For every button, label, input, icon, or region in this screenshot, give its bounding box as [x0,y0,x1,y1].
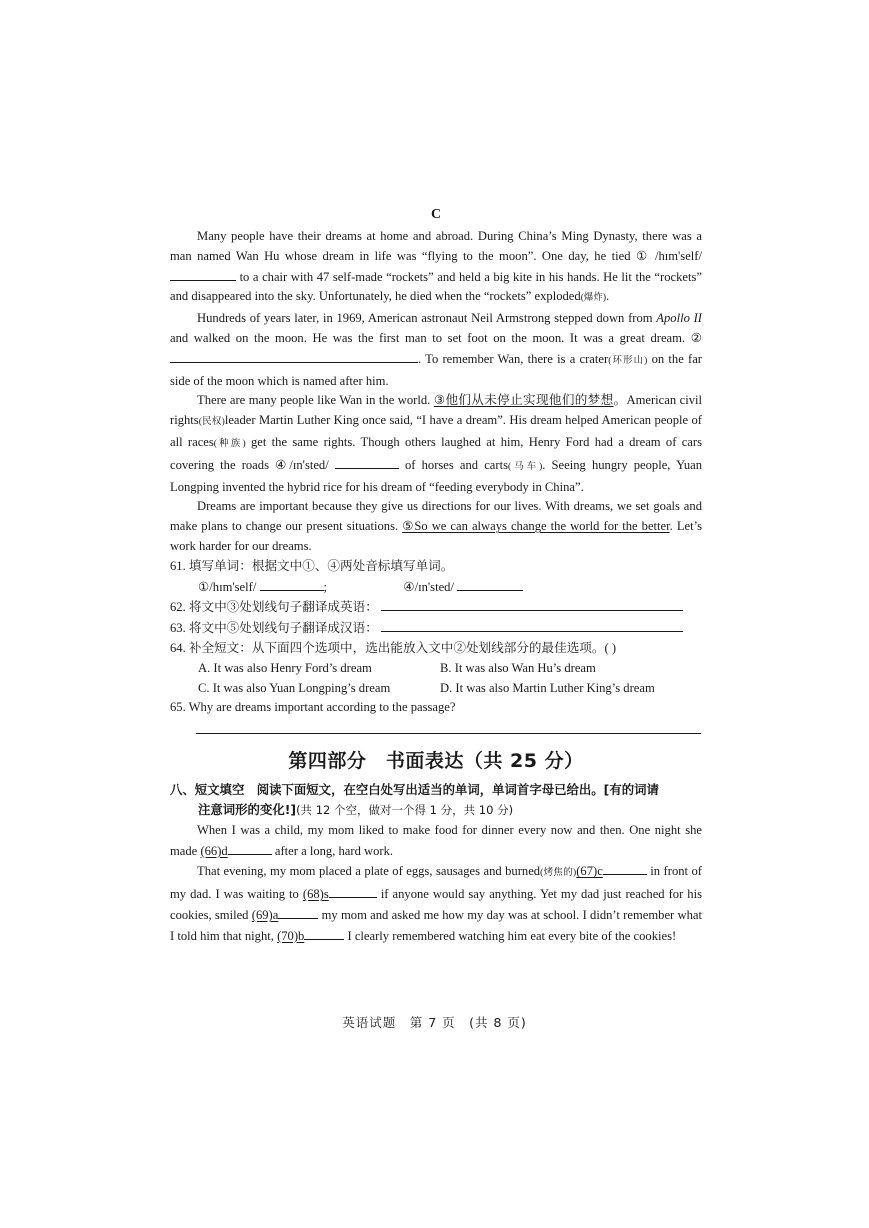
exam-content [170,205,702,947]
text: Hundreds of years later, in 1969, American astronaut Neil Armstrong stepped down from [197,311,653,326]
underlined-sentence-5: ⑤So we can always change the world for the better [402,519,670,534]
section8-heading-cont [170,800,702,821]
question-text: 63. 将文中⑤处划线句子翻译成汉语： [170,621,378,636]
question-62 [170,597,702,618]
blank-marker-2: ② [690,330,703,345]
text: in front of my dad. I was waiting to [170,864,703,902]
blank-2[interactable] [170,349,418,363]
cloze-blank-66[interactable] [228,841,272,855]
question-text: 62. 将文中③处划线句子翻译成英语： [170,600,378,615]
question-64 [170,639,702,659]
cloze-paragraph-2 [170,861,702,946]
phonetic-1: ①/hɪm'self/ [198,579,257,594]
passage-paragraph-1 [170,227,702,309]
gloss-note: (环形山) [608,355,648,366]
question-63 [170,618,702,639]
option-a[interactable]: A. It was also Henry Ford’s dream [198,660,372,675]
cloze-blank-67-label: (67)c [576,864,603,879]
italic-title: Apollo II [656,311,702,326]
text: . Seeing hungry people, Yuan Longping invented the hybrid rice for his dream of “feeding everybody in China”. [170,457,702,494]
question-text: 64. 补全短文：从下面四个选项中，选出能放入文中②处划线部分的最佳选项。( ) [170,640,617,655]
cloze-blank-68[interactable] [329,884,377,898]
blank-marker-4: ④/ɪn'sted/ [275,457,329,472]
text: . To remember Wan, there is a crater [418,351,609,366]
gloss-note: (种族) [213,438,246,449]
text: after a long, hard work. [274,843,394,858]
passage-paragraph-3 [170,391,702,497]
gloss-note: (民权) [198,417,225,428]
page-footer: 英语试题 第 7 页 (共 8 页) [342,1015,527,1030]
section8-scoring: (共 12 个空，做对一个得 1 分，共 10 分) [296,802,514,817]
section8-heading [170,780,702,800]
phonetic-4: ④/ɪn'sted/ [403,579,454,594]
option-d[interactable]: D. It was also Martin Luther King’s dream [440,680,655,695]
cloze-paragraph-1 [170,821,702,862]
section8-heading-text-2: 注意词形的变化!] [198,801,297,817]
question-65 [170,698,702,718]
answer-line-62[interactable] [381,597,683,611]
option-c[interactable]: C. It was also Yuan Longping’s dream [198,680,391,695]
text: my mom and asked me how my day was at school. I didn’t remember what I told him that night, [170,907,702,943]
answer-line-63[interactable] [381,618,683,632]
text: . Let’s work harder for our dreams. [170,519,702,553]
blank-4[interactable] [335,455,399,469]
options-row-2 [170,679,702,699]
text: Dreams are important because they give us directions for our lives. With dreams, we set goals and make plans to change our present situations. [170,499,702,534]
question-text: 61. 填写单词：根据文中①、④两处音标填写单词。 [170,558,454,573]
text: 。American civil rights [170,393,702,428]
options-row-1 [170,659,702,679]
answer-blank-61b[interactable] [457,577,523,591]
passage-paragraph-2 [170,309,702,391]
text: I clearly remembered watching him eat every bite of the cookies! [347,928,677,943]
section-letter: C [430,207,442,222]
passage-paragraph-4 [170,497,702,556]
section8-heading-text: 八、短文填空 阅读下面短文，在空白处写出适当的单词，单词首字母已给出。[有的词请 [170,782,659,798]
text: of horses and carts [404,457,508,472]
answer-line-65[interactable] [196,733,701,734]
question-61 [170,557,702,577]
text: on the far side of the moon which is named after him. [170,351,702,388]
answer-blank-61a[interactable] [260,577,324,591]
text: Many people have their dreams at home and abroad. During China’s Ming Dynasty, there was a man named Wan Hu whose dream in life was “flying to the moon”. One day, he tied [170,229,702,263]
text: When I was a child, my mom liked to make food for dinner every now and then. One night she made [170,822,702,858]
cloze-blank-70[interactable] [304,926,344,940]
cloze-blank-67[interactable] [603,861,647,875]
cloze-blank-66-label: (66)d [200,843,228,858]
part4-title: 第四部分 书面表达（共 25 分） [288,750,584,773]
underlined-sentence-3: ③他们从未停止实现他们的梦想 [433,393,614,408]
option-b[interactable]: B. It was also Wan Hu’s dream [440,660,596,675]
text: if anyone would say anything. Yet my dad just reached for his cookies, smiled [170,887,703,922]
text: get the same rights. Though others laughed at him, Henry Ford had a dream of cars covering the roads [170,434,702,472]
gloss-note: (爆炸) [580,293,607,304]
text: to a chair with 47 self-made “rockets” and held a big kite in his hands. He lit the “rockets” and disappeared into the sky. Unfortunately, he died when the “rockets” exploded [170,269,702,304]
text: leader Martin Luther King once said, “I have a dream”. His dream helped American people of all races [170,413,702,449]
cloze-blank-68-label: (68)s [302,887,329,902]
question-text: 65. Why are dreams important according to the passage? [170,700,456,715]
gloss-note: (烤焦的) [540,868,577,879]
text: That evening, my mom placed a plate of eggs, sausages and burned [197,864,541,879]
gloss-note: (马车) [508,461,543,472]
separator: ; [323,579,327,594]
question-61-answers [170,577,702,598]
text: . [606,289,610,304]
cloze-blank-69[interactable] [278,905,318,919]
cloze-blank-70-label: (70)b [277,928,305,943]
cloze-blank-69-label: (69)a [251,907,279,922]
blank-1[interactable] [170,267,236,281]
text: There are many people like Wan in the world. [197,393,431,408]
blank-marker-1: ① /hɪm'self/ [635,248,702,263]
text: and walked on the moon. He was the first man to set foot on the moon. It was a great dream. [170,330,686,345]
